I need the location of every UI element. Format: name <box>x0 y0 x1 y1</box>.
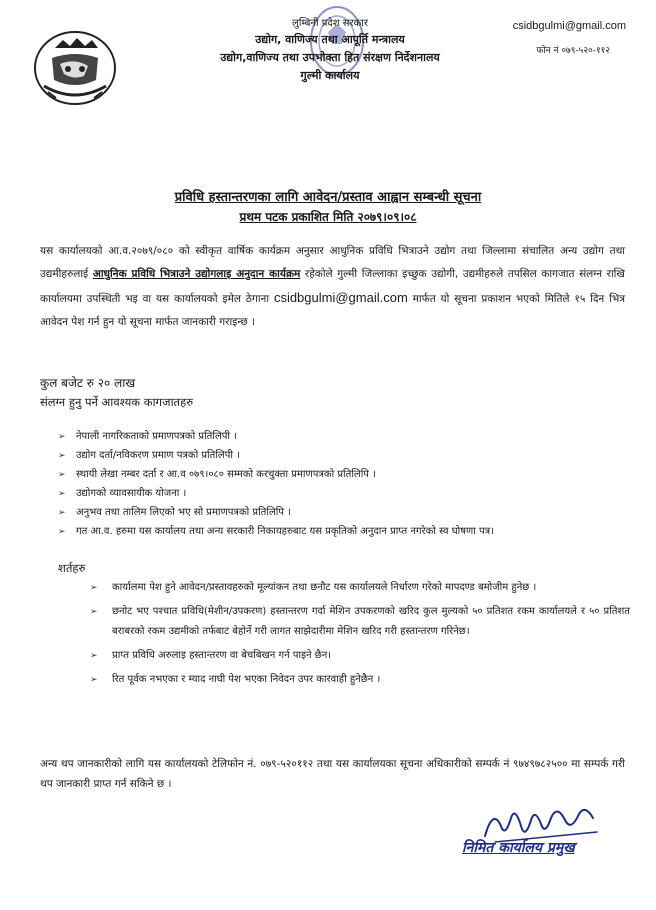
header-government: लुम्बिनी प्रदेश सरकार <box>292 18 368 29</box>
list-item <box>90 578 630 598</box>
notice-body <box>40 240 625 334</box>
arrow-bullet-icon: ➢ <box>90 583 98 593</box>
header-ministry: उद्योग, वाणिज्य तथा आपूर्ति मन्त्रालय <box>255 33 405 46</box>
arrow-bullet-icon: ➢ <box>90 651 98 661</box>
total-budget: कुल बजेट रु २० लाख <box>40 376 136 390</box>
condition-text: कार्यालमा पेश हुने आवेदन/प्रस्तावहरुको मूल्यांकन तथा छनौट यस कार्यालयले निर्धारण गरेको मापदण्ड बमोजीम हुनेछ । <box>112 582 537 593</box>
document-text: अनुभव तथा तालिम लिएको भए सो प्रमाणपत्रको प्रतिलिपि । <box>76 507 291 518</box>
list-item <box>58 427 628 446</box>
conditions-heading: शर्तहरु <box>58 561 86 575</box>
document-text: गत आ.व. हरुमा यस कार्यालय तथा अन्य सरकारी निकायहरुबाट यस प्रकृतिको अनुदान प्राप्त नगरेको स्व घोषणा पत्र। <box>76 526 494 537</box>
list-item <box>58 446 628 465</box>
header-directorate: उद्योग,वाणिज्य तथा उपभोक्ता हित संरक्षण निर्देशनालय <box>220 51 440 64</box>
list-item <box>58 484 628 503</box>
document-text: स्थायी लेखा नम्बर दर्ता र आ.व ०७९।०८० सम्मको करचुक्ता प्रमाणपत्रको प्रतिलिपि । <box>76 469 376 480</box>
list-item <box>90 646 630 666</box>
document-text: उद्योग दर्ता/नविकरण प्रमाण पत्रको प्रतिलिपी । <box>76 450 240 461</box>
condition-text: प्राप्त प्रविधि अरुलाइ हस्तान्तरण वा बेचबिखन गर्न पाइने छैन। <box>112 650 332 661</box>
header-email: csidbgulmi@gmail.com <box>512 20 626 32</box>
header-office: गुल्मी कार्यालय <box>300 69 360 82</box>
arrow-bullet-icon: ➢ <box>58 508 66 518</box>
list-item <box>58 503 628 522</box>
body-text-1: यस कार्यालयको आ.व.२०७९/०८० को स्वीकृत वार्षिक कार्यक्रम अनुसार आधुनिक प्रविधि भित्राउने उद्योग तथा जिल्लामा संचालित अन्य उद्योग तथा उद्यमीहरुलाई <box>40 245 625 280</box>
body-text-2: रहेकोले गुल्मी जिल्लाका इच्छुक उद्योगी, उद्यमीहरुले तपसिल कागजात संलग्न राखि कार्यालयमा उपस्थिती भइ वा यस कार्यालयको इमेल ठेगाना <box>40 268 625 305</box>
arrow-bullet-icon: ➢ <box>58 470 66 480</box>
arrow-bullet-icon: ➢ <box>58 432 66 442</box>
arrow-bullet-icon: ➢ <box>58 527 66 537</box>
body-text-3: मार्फत यो सूचना प्रकाशन भएको मितिले १५ दिन भित्र आवेदन पेश गर्न हुन यो सूचना मार्फत जानकारी गराइन्छ । <box>40 293 625 328</box>
notice-subtitle: प्रथम पटक प्रकाशित मिति २०७९।०९।०८ <box>239 210 417 224</box>
document-text: नेपाली नागरिकताको प्रमाणपत्रको प्रतिलिपी । <box>76 431 237 442</box>
list-item <box>58 522 628 541</box>
condition-text: छनोट भए पश्चात प्रविधि(मेशीन/उपकरण) हस्तान्तरण गर्दा मेशिन उपकरणको खरिद कुल मुल्यको ५० प्रतिशत रकम कार्यालयले र ५० प्रतिशत बराबरको रकम उद्यमीको तर्फबाट बेहोर्ने गरी लागत साझेदारीमा मेशिन खरिद गरी हस्तान्तरण गरिनेछ। <box>112 606 630 637</box>
list-item <box>90 670 630 690</box>
nepal-emblem-icon <box>30 28 120 110</box>
arrow-bullet-icon: ➢ <box>90 607 98 617</box>
signatory-title: निमित कार्यालय प्रमुख <box>462 840 575 856</box>
arrow-bullet-icon: ➢ <box>58 489 66 499</box>
header-phone: फोन नं ०७९-५२०-११२ <box>536 46 610 56</box>
documents-list <box>58 427 628 541</box>
list-item <box>90 602 630 642</box>
contact-footer: अन्य थप जानकारीको लागि यस कार्यालयको टेलिफोन नं. ०७९-५२०११२ तथा यस कार्यालयका सूचना अधिकारीको सम्पर्क नं ९७४९७८२५०० मा सम्पर्क गरी थप जानकारी प्राप्त गर्न सकिने छ । <box>40 758 625 790</box>
list-item <box>58 465 628 484</box>
documents-heading: संलग्न हुनु पर्ने आवश्यक कागजातहरु <box>40 395 194 409</box>
body-email: csidbgulmi@gmail.com <box>273 290 408 305</box>
conditions-list <box>90 578 630 694</box>
arrow-bullet-icon: ➢ <box>90 675 98 685</box>
notice-title: प्रविधि हस्तान्तरणका लागि आवेदन/प्रस्ताव आह्वान सम्बन्धी सूचना <box>174 190 482 205</box>
document-text: उद्योगको व्यावसायीक योजना । <box>76 488 187 499</box>
program-name: आधुनिक प्रविधि भित्राउने उद्योगलाइ अनुदान कार्यक्रम <box>92 268 301 280</box>
arrow-bullet-icon: ➢ <box>58 451 66 461</box>
condition-text: रित पूर्वक नभएका र म्याद नाघी पेश भएका निवेदन उपर कारवाही हुनेछैन । <box>112 674 381 685</box>
